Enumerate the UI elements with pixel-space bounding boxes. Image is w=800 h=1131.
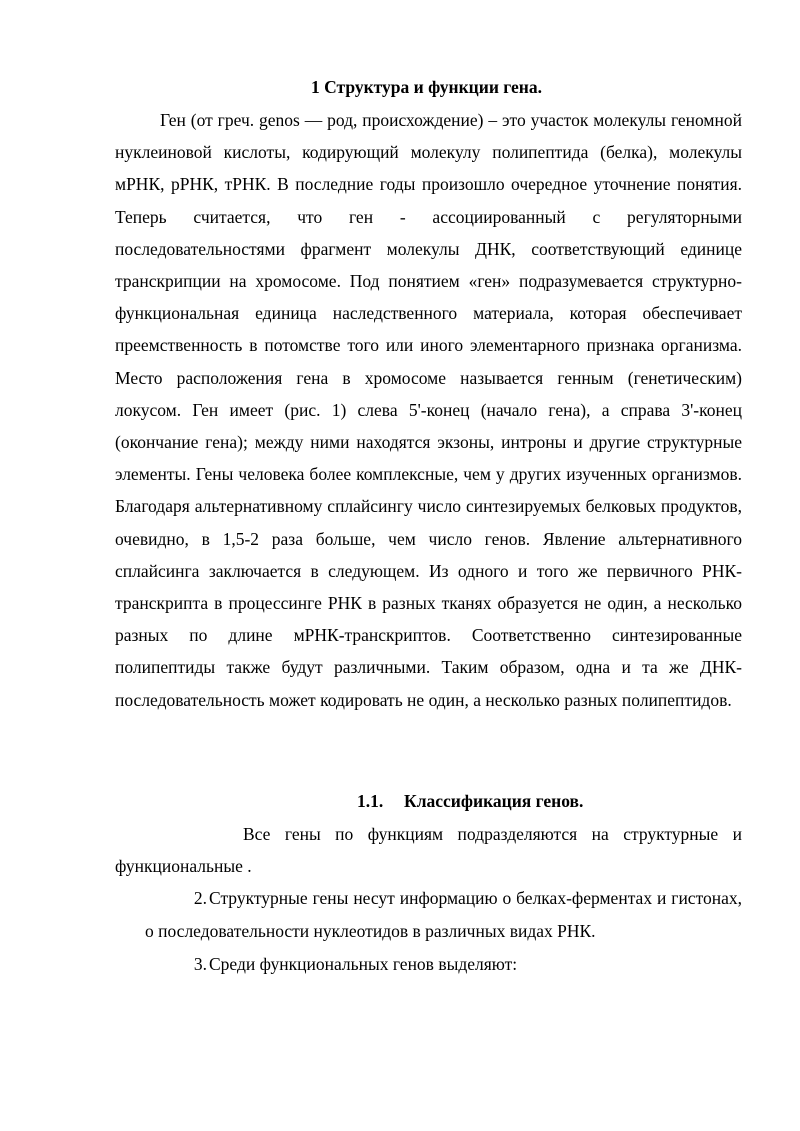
subsection-paragraph: Все гены по функциям подразделяются на структурные и функциональные . xyxy=(115,824,742,877)
list-item-marker: 2. xyxy=(193,888,207,908)
subsection-number: 1.1. xyxy=(357,791,384,811)
list-item xyxy=(145,882,742,948)
section-paragraph: Ген (от греч. genos — род, происхождение) – это участок молекулы геномной нуклеиновой кислоты, кодирующий молекулу полипептида (белка), молекулы мРНК, рРНК, тРНК. В последние годы произошло очередное уточнение понятия. Теперь считается, что ген - ассоциированный с регуляторными последовательностями фрагмент молекулы ДНК, соответствующий единице транскрипции на хромосоме. Под понятием «ген» подразумевается структурно-функциональная единица наследственного материала, которая обеспечивает преемственность в потомстве того или иного элементарного признака организма. Место расположения гена в хромосоме называется генным (генетическим) локусом. Ген имеет (рис. 1) слева 5'-конец (начало гена), а справа 3'-конец (окончание гена); между ними находятся экзоны, интроны и другие структурные элементы. Гены человека более комплексные, чем у других изученных организмов. Благодаря альтернативному сплайсингу число синтезируемых белковых продуктов, очевидно, в 1,5-2 раза больше, чем число генов. Явление альтернативного сплайсинга заключается в следующем. Из одного и того же первичного РНК-транскрипта в процессинге РНК в разных тканях образуется не один, а несколько разных по длине мРНК-транскриптов. Соответственно синтезированные полипептиды также будут различными. Таким образом, одна и та же ДНК-последовательность может кодировать не один, а несколько разных полипептидов. xyxy=(115,110,742,710)
subsection-title: Классификация генов. xyxy=(404,791,584,811)
list-item-marker: 3. xyxy=(193,954,207,974)
list-item-text: Среди функциональных генов выделяют: xyxy=(209,954,518,974)
section-title: 1 Структура и функции гена. xyxy=(310,77,542,97)
list-item-text: Структурные гены несут информацию о белках-ферментах и гистонах, о последовательности нуклеотидов в различных видах РНК. xyxy=(145,888,742,941)
list-item xyxy=(145,948,742,981)
